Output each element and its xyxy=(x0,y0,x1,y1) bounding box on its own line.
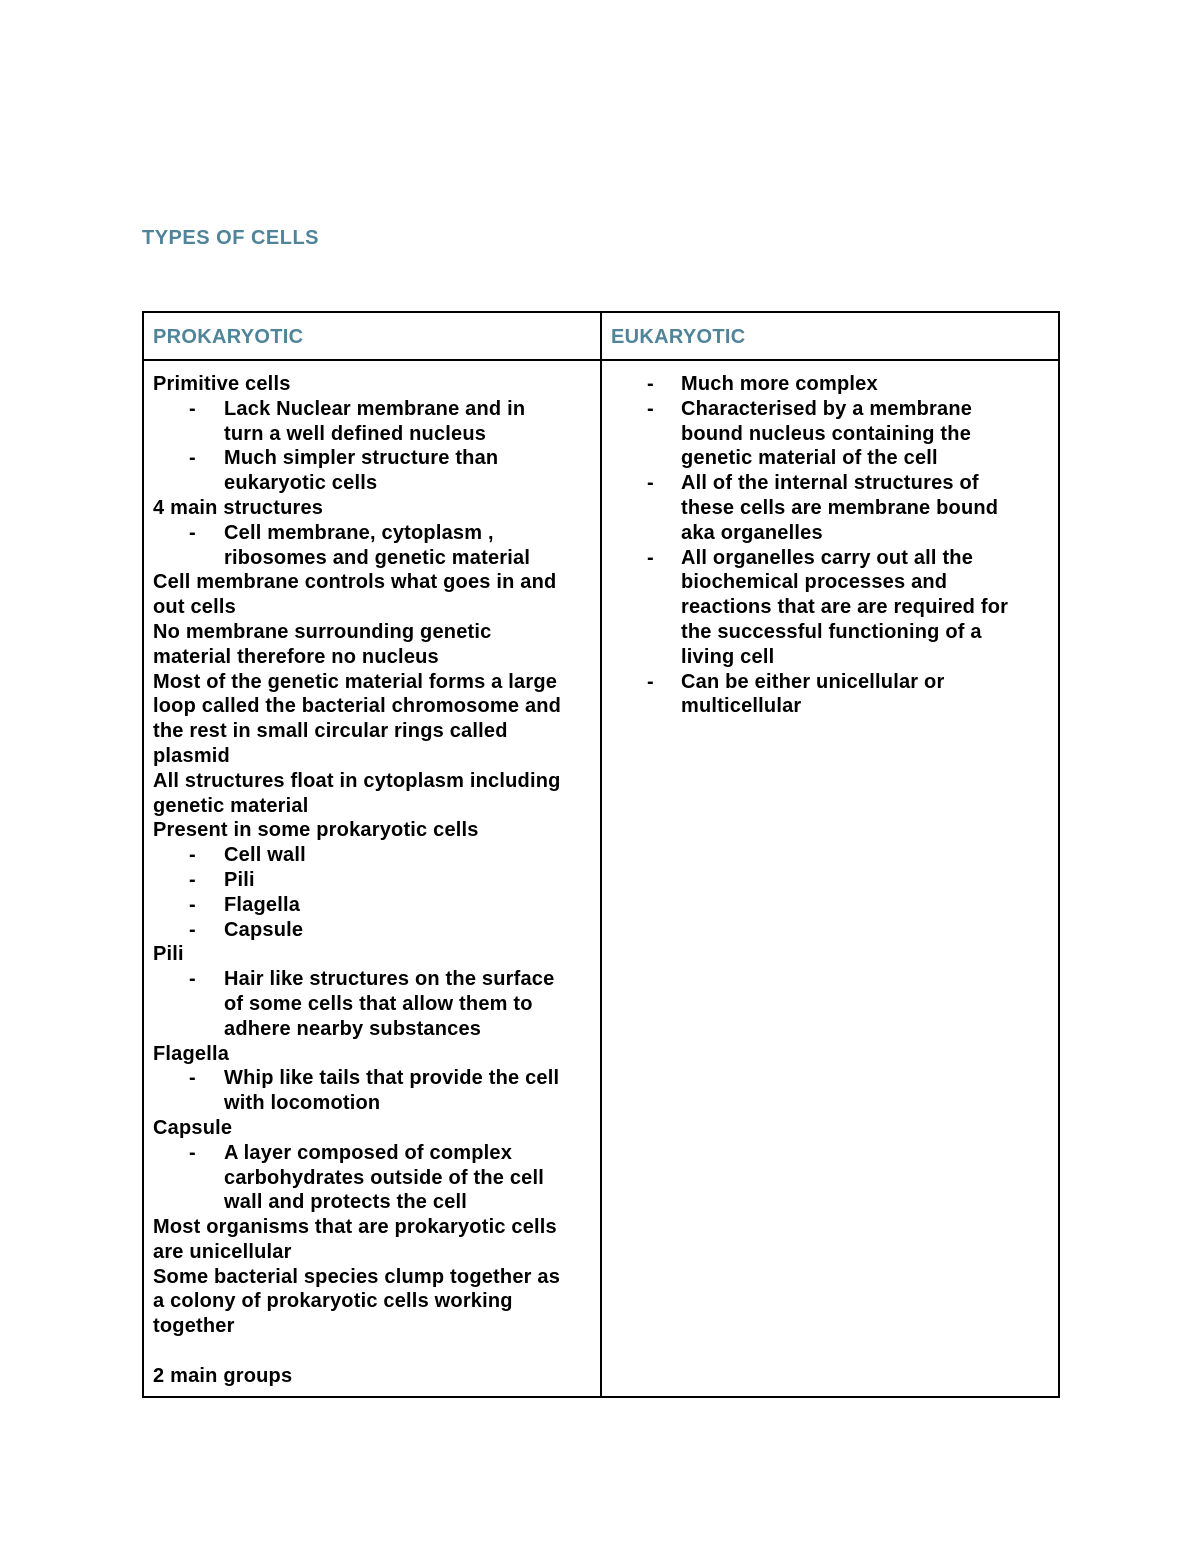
bullet-dash-icon: - xyxy=(189,868,196,891)
text-line: Cell membrane controls what goes in and xyxy=(153,571,557,594)
bullet-text-line: A layer composed of complex xyxy=(224,1141,513,1164)
bullet-text-line: aka organelles xyxy=(681,521,823,544)
text-line: material therefore no nucleus xyxy=(153,645,439,668)
bullet-dash-icon: - xyxy=(647,472,654,495)
bullet-text-line: Whip like tails that provide the cell xyxy=(224,1067,560,1090)
bullet-text-line: All organelles carry out all the xyxy=(681,546,974,569)
text-line: a colony of prokaryotic cells working xyxy=(153,1290,513,1313)
header-eukaryotic: EUKARYOTIC xyxy=(602,313,1058,361)
bullet-text-line: multicellular xyxy=(681,695,802,718)
bullet-text-line: eukaryotic cells xyxy=(224,472,378,495)
text-line: plasmid xyxy=(153,744,230,767)
text-line: Present in some prokaryotic cells xyxy=(153,819,479,842)
bullet-dash-icon: - xyxy=(189,893,196,916)
bullet-dash-icon: - xyxy=(189,1067,196,1090)
bullet-text-line: adhere nearby substances xyxy=(224,1017,482,1040)
text-line: Capsule xyxy=(153,1116,233,1139)
text-line: together xyxy=(153,1315,235,1338)
text-line: Primitive cells xyxy=(153,373,291,395)
bullet-item xyxy=(153,397,600,447)
bullet-text-line: bound nucleus containing the xyxy=(681,422,972,445)
text-line: All structures float in cytoplasm including xyxy=(153,769,561,792)
bullet-item xyxy=(610,546,1058,670)
bullet-item xyxy=(153,521,600,571)
bullet-item xyxy=(610,372,1058,397)
bullet-item xyxy=(153,918,600,943)
bullet-text-line: Cell wall xyxy=(224,844,306,867)
bullet-text-line: turn a well defined nucleus xyxy=(224,422,487,445)
bullet-text-line: genetic material of the cell xyxy=(681,447,938,470)
bullet-text-line: Can be either unicellular or xyxy=(681,670,945,693)
bullet-item xyxy=(153,1141,600,1215)
prokaryotic-column xyxy=(144,361,602,1396)
text-line: Some bacterial species clump together as xyxy=(153,1265,561,1288)
blank-line xyxy=(153,1339,600,1364)
eukaryotic-column xyxy=(602,361,1058,1396)
cell-types-table xyxy=(142,311,1060,1398)
bullet-item xyxy=(153,868,600,893)
bullet-dash-icon: - xyxy=(189,521,196,544)
bullet-text-line: these cells are membrane bound xyxy=(681,496,999,519)
bullet-text-line: Much simpler structure than xyxy=(224,447,499,470)
text-line: loop called the bacterial chromosome and xyxy=(153,695,562,718)
text-line: the rest in small circular rings called xyxy=(153,720,508,743)
bullet-item xyxy=(153,843,600,868)
header-prokaryotic: PROKARYOTIC xyxy=(144,313,602,361)
bullet-text-line: living cell xyxy=(681,645,775,668)
bullet-text-line: Lack Nuclear membrane and in xyxy=(224,397,526,420)
text-line: 4 main structures xyxy=(153,496,324,519)
bullet-dash-icon: - xyxy=(189,918,196,941)
bullet-text-line: Cell membrane, cytoplasm , xyxy=(224,521,494,544)
bullet-text-line: Capsule xyxy=(224,918,304,941)
bullet-text-line: reactions that are are required for xyxy=(681,596,1009,619)
text-line: 2 main groups xyxy=(153,1364,293,1387)
page-title: TYPES OF CELLS xyxy=(142,227,320,249)
bullet-text-line: of some cells that allow them to xyxy=(224,992,533,1015)
bullet-text-line: the successful functioning of a xyxy=(681,620,982,643)
bullet-text-line: with locomotion xyxy=(224,1092,381,1115)
text-line: Most organisms that are prokaryotic cells xyxy=(153,1216,557,1239)
bullet-item xyxy=(153,967,600,1041)
bullet-item xyxy=(153,893,600,918)
text-line: Most of the genetic material forms a large xyxy=(153,670,558,693)
bullet-item xyxy=(153,1066,600,1116)
bullet-dash-icon: - xyxy=(189,968,196,991)
bullet-dash-icon: - xyxy=(189,447,196,470)
bullet-item xyxy=(153,446,600,496)
bullet-text-line: Pili xyxy=(224,868,255,891)
bullet-text-line: Characterised by a membrane xyxy=(681,397,973,420)
bullet-dash-icon: - xyxy=(189,844,196,867)
bullet-dash-icon: - xyxy=(647,546,654,569)
text-line: Flagella xyxy=(153,1042,230,1065)
text-line: out cells xyxy=(153,596,236,619)
text-line: are unicellular xyxy=(153,1240,292,1263)
bullet-text-line: wall and protects the cell xyxy=(224,1191,468,1214)
bullet-text-line: ribosomes and genetic material xyxy=(224,546,531,569)
bullet-text-line: carbohydrates outside of the cell xyxy=(224,1166,545,1189)
bullet-item xyxy=(610,471,1058,545)
text-line: Pili xyxy=(153,943,184,966)
bullet-dash-icon: - xyxy=(647,373,654,395)
bullet-dash-icon: - xyxy=(647,397,654,420)
text-line: No membrane surrounding genetic xyxy=(153,620,492,643)
bullet-text-line: Flagella xyxy=(224,893,301,916)
bullet-dash-icon: - xyxy=(189,397,196,420)
bullet-text-line: All of the internal structures of xyxy=(681,472,979,495)
bullet-item xyxy=(610,397,1058,471)
bullet-item xyxy=(610,670,1058,720)
text-line: genetic material xyxy=(153,794,309,817)
bullet-text-line: biochemical processes and xyxy=(681,571,948,594)
bullet-dash-icon: - xyxy=(647,670,654,693)
bullet-text-line: Much more complex xyxy=(681,373,878,395)
bullet-dash-icon: - xyxy=(189,1141,196,1164)
bullet-text-line: Hair like structures on the surface xyxy=(224,968,555,991)
